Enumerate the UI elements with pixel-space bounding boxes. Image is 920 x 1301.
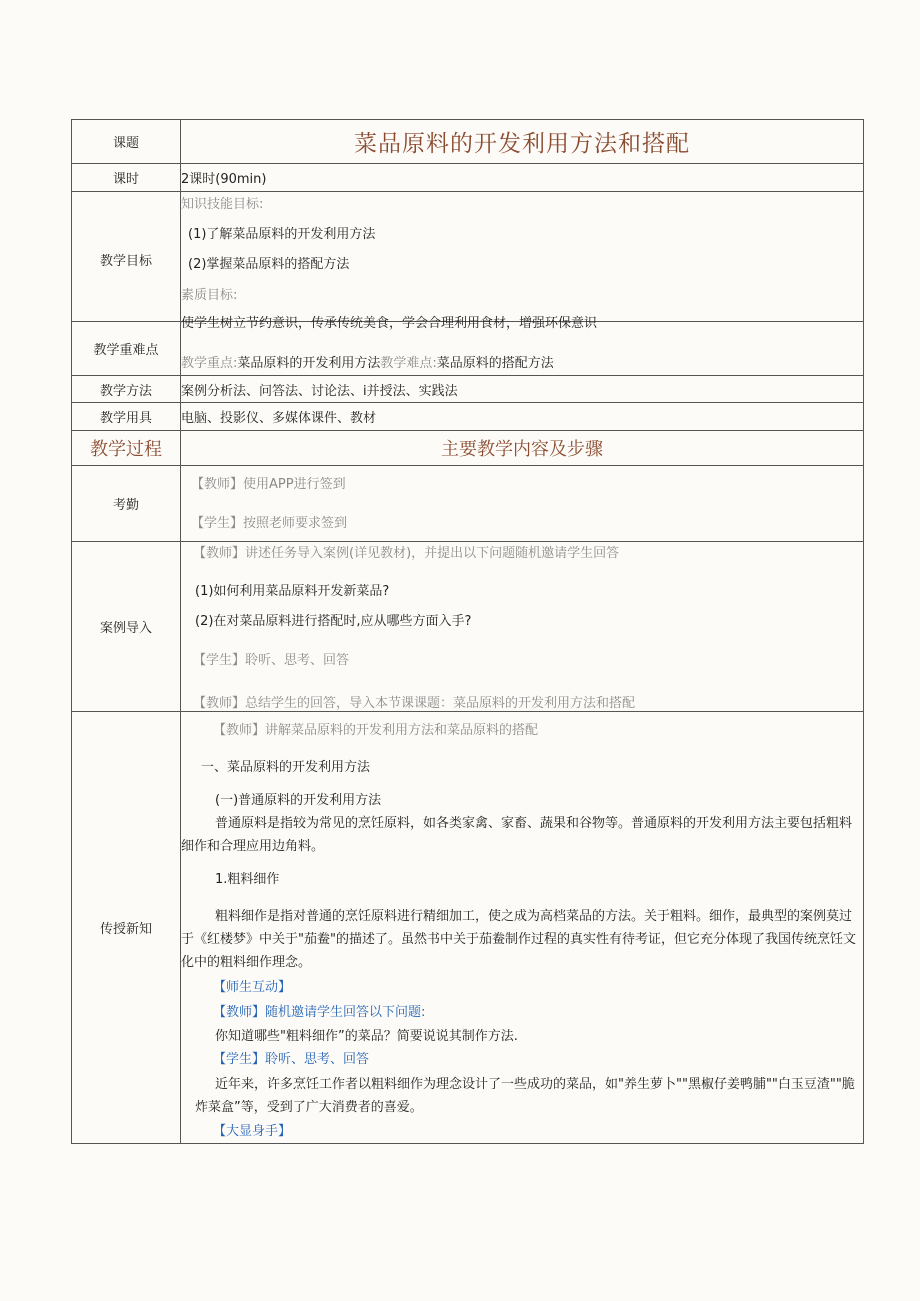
row-new-knowledge <box>72 712 864 1144</box>
tools-value: 电脑、投影仪、多媒体课件、教材 <box>181 403 864 431</box>
row-tools <box>72 403 864 431</box>
row-attendance <box>72 466 864 542</box>
nk-point-1: 1.粗料细作 <box>215 872 280 887</box>
case-student: 【学生】聆听、思考、回答 <box>193 653 350 668</box>
process-header-right: 主要教学内容及步骤 <box>181 431 864 466</box>
attendance-student: 【学生】按照老师要求签到 <box>191 516 348 531</box>
case-teacher-2: 【教师】总结学生的回答，导入本节课课题：菜品原料的开发利用方法和搭配 <box>193 696 636 711</box>
hours-value: 2课时(90min) <box>181 164 864 192</box>
case-intro-label: 案例导入 <box>72 542 181 712</box>
row-objectives <box>72 192 864 322</box>
attendance-teacher: 【教师】使用APP进行签到 <box>191 477 346 492</box>
row-process-header <box>72 431 864 466</box>
nk-student-response: 【学生】聆听、思考、回答 <box>213 1052 370 1067</box>
topic-label: 课题 <box>72 120 181 164</box>
objective-item-2: (2)掌握菜品原料的搭配方法 <box>188 257 350 272</box>
objective-item-1: (1)了解菜品原料的开发利用方法 <box>188 227 376 242</box>
methods-label: 教学方法 <box>72 376 181 403</box>
case-question-1: (1)如何利用菜品原料开发新菜品? <box>195 584 390 599</box>
case-question-2: (2)在对菜品原料进行搭配时,应从哪些方面入手? <box>195 614 472 629</box>
tools-label: 教学用具 <box>72 403 181 431</box>
nk-teacher-ask: 【教师】随机邀请学生回答以下问题: <box>213 1005 426 1020</box>
row-case-intro <box>72 542 864 712</box>
nk-question: 你知道哪些"粗料细作”的菜品？简要说说其制作方法. <box>215 1029 518 1044</box>
key-point-label: 教学重点: <box>181 356 238 371</box>
nk-teacher: 【教师】讲解菜品原料的开发利用方法和菜品原料的搭配 <box>213 723 539 738</box>
objectives-content <box>181 192 864 331</box>
keypoints-label: 教学重难点 <box>72 322 181 376</box>
case-teacher-1: 【教师】讲述任务导入案例(详见教材)，并提出以下问题随机邀请学生回答 <box>193 546 620 561</box>
process-header-left: 教学过程 <box>72 431 181 466</box>
nk-section-1: 一、菜品原料的开发利用方法 <box>201 760 371 775</box>
new-knowledge-content <box>181 712 864 1144</box>
nk-para-2: 粗料细作是指对普通的烹饪原料进行精细加工，使之成为高档菜品的方法。关于粗料。细作，最典型的案例莫过于《红楼梦》中关于"茄鲞"的描述了。虽然书中关于茄鲞制作过程的真实性有待考证，但它充分体现了我国传统烹饪文化中的粗料细作理念。 <box>181 909 856 970</box>
row-methods <box>72 376 864 403</box>
topic-title: 菜品原料的开发利用方法和搭配 <box>181 120 864 164</box>
key-point-value: 菜品原料的开发利用方法 <box>237 356 381 371</box>
case-intro-content <box>181 542 864 712</box>
objectives-label: 教学目标 <box>72 192 181 322</box>
row-hours <box>72 164 864 192</box>
row-topic <box>72 120 864 164</box>
hours-label: 课时 <box>72 164 181 192</box>
difficult-point-label: 教学难点: <box>380 356 437 371</box>
attendance-label: 考勤 <box>72 466 181 542</box>
attendance-content <box>181 466 864 542</box>
knowledge-heading: 知识技能目标: <box>181 197 264 212</box>
methods-value: 案例分析法、问答法、讨论法、i并授法、实践法 <box>181 376 864 403</box>
difficult-point-value: 菜品原料的搭配方法 <box>436 356 554 371</box>
nk-para-3: 近年来，许多烹饪工作者以粗料细作为理念设计了一些成功的菜品，如"养生萝卜""黑椒仔姜鸭脯""白玉豆渣""脆炸菜盒”等，受到了广大消费者的喜爱。 <box>195 1077 855 1115</box>
nk-interaction: 【师生互动】 <box>213 980 292 995</box>
nk-para-1: 普通原料是指较为常见的烹饪原料，如各类家禽、家畜、蔬果和谷物等。普通原料的开发利用方法主要包括粗料细作和合理应用边角料。 <box>181 816 853 854</box>
nk-sub-1: (一)普通原料的开发利用方法 <box>215 793 382 808</box>
new-knowledge-label: 传授新知 <box>72 712 181 1144</box>
nk-show: 【大显身手】 <box>213 1124 292 1139</box>
quality-heading: 素质目标: <box>181 288 238 303</box>
lesson-plan-table <box>71 119 864 1144</box>
quality-text: 使学生树立节约意识，传承传统美食，学会合理利用食材，增强环保意识 <box>181 316 598 331</box>
